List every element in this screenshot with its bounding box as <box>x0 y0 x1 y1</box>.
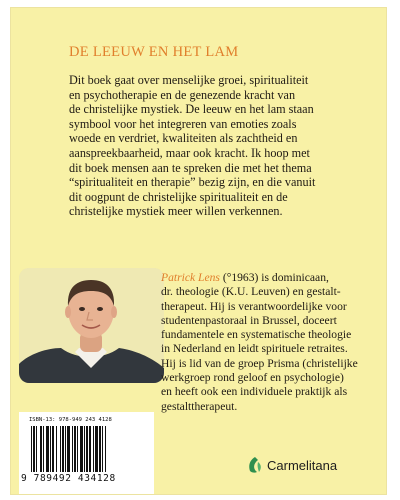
isbn-label: ISBN-13: 978-949 243 4128 <box>29 417 112 423</box>
author-bio-text: (°1963) is dominicaan, dr. theologie (K.U. Leuven) en gestalt- therapeut. Hij is verantwoordelijke voor studentenpastoraal in Brussel, doceert fundamentele en systematische theologie in Nederland en leidt spirituele retraites. Hij is lid van de groep Prisma (christelijke werkgroep rond geloof en psychologie) en heeft ook een individuele praktijk als gestalttherapeut. <box>161 271 358 413</box>
carmelitana-leaf-icon <box>247 456 263 474</box>
publisher-logo <box>247 456 337 474</box>
book-title: DE LEEUW EN HET LAM <box>69 44 239 60</box>
barcode-box <box>19 412 154 494</box>
barcode-icon <box>31 426 143 472</box>
barcode-digits: 9 789492 434128 <box>21 473 116 484</box>
book-blurb: Dit boek gaat over menselijke groei, spiritualiteit en psychotherapie en de genezende kracht van de christelijke mystiek. De leeuw en het lam staan symbool voor het integreren van emoties zoals woede en verdriet, kwaliteiten als zachtheid en aanspreekbaarheid, maar ook kracht. Ik hoop met dit boek mensen aan te spreken die met het thema “spiritualiteit en therapie” bezig zijn, en die vanuit dit oogpunt de christelijke spiritualiteit en de christelijke mystiek meer willen verkennen. <box>69 73 316 219</box>
author-photo <box>19 268 164 383</box>
author-name: Patrick Lens <box>161 271 220 284</box>
back-cover <box>11 8 386 494</box>
publisher-name: Carmelitana <box>267 457 338 473</box>
author-bio <box>161 271 366 414</box>
